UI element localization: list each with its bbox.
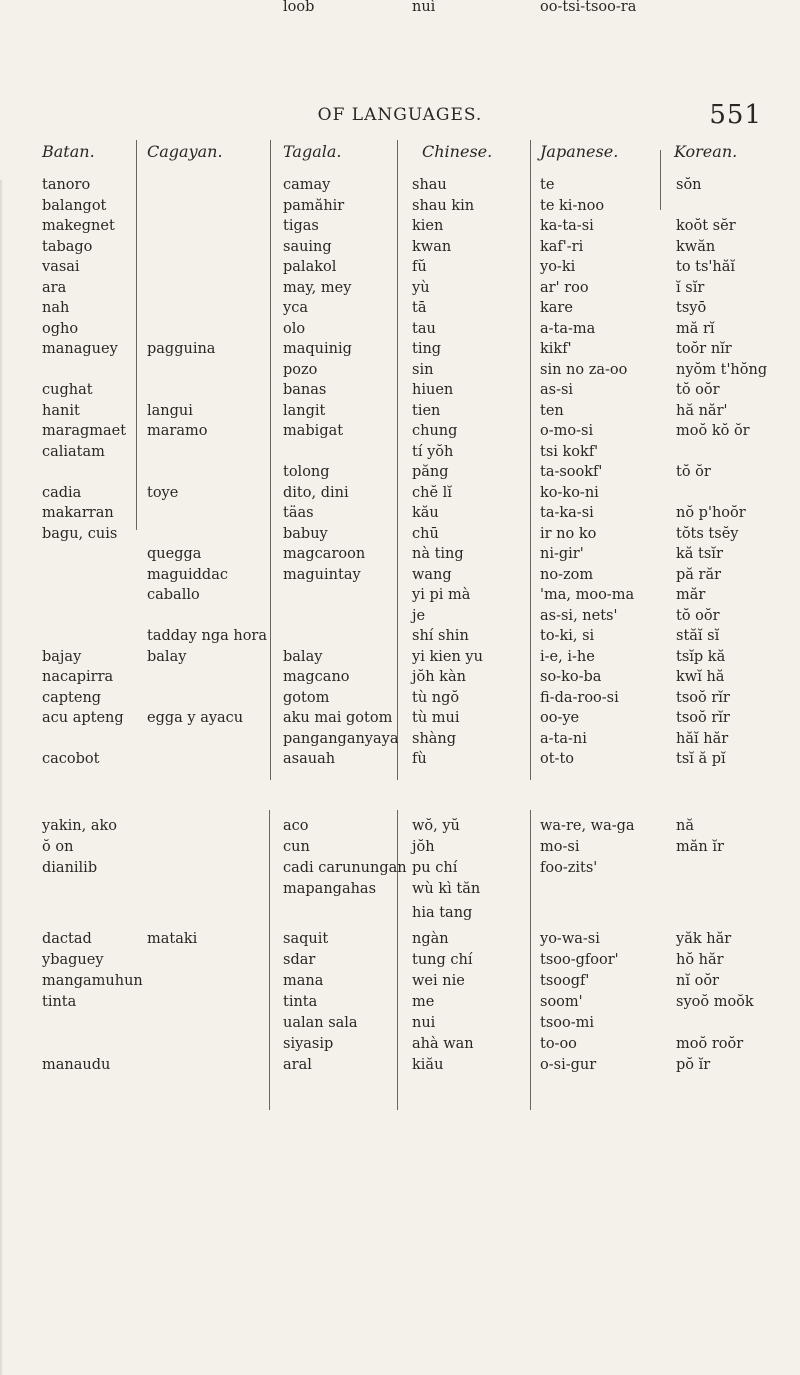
cell-korean: nyŏm t'hŏng <box>676 361 768 378</box>
cell-korean: tŏ ŏr <box>676 464 711 480</box>
cell-batan: tabago <box>42 238 93 255</box>
cell-chinese: tù ngŏ <box>412 689 460 706</box>
cell-batan: dactad <box>42 931 92 947</box>
cell-japanese: yo-ki <box>540 259 576 275</box>
running-head: OF LANGUAGES. <box>317 105 483 125</box>
cell-chinese: kău <box>412 505 439 521</box>
cell-cagayan: pagguina <box>147 341 216 357</box>
cell-japanese: as-si <box>540 382 574 398</box>
cell-chinese: kien <box>412 218 444 234</box>
cell-tagala: mana <box>283 973 324 989</box>
cell-tagala: cadi carunungan <box>283 860 407 876</box>
column-rule <box>136 140 137 530</box>
cell-chinese: hia tang <box>412 905 473 921</box>
cell-japanese: foo-zits' <box>540 860 598 876</box>
header-korean: Korean. <box>674 142 738 161</box>
cell-korean: kwĭ hă <box>676 669 725 685</box>
cell-cagayan: maramo <box>147 423 208 439</box>
cell-korean: pă răr <box>676 566 722 583</box>
cell-chinese: kwan <box>412 238 452 255</box>
cell-tagala: saquit <box>283 931 329 947</box>
cell-japanese: ni-gir' <box>540 546 584 562</box>
cell-tagala: pamăhir <box>283 197 345 214</box>
cell-korean: tsyō <box>676 300 707 316</box>
cell-batan: makarran <box>42 505 114 521</box>
cell-korean: to ts'hăĭ <box>676 259 736 275</box>
cell-chinese: shàng <box>412 730 457 747</box>
cell-batan: managuey <box>42 341 118 357</box>
cell-cagayan: langui <box>147 402 193 419</box>
cell-japanese: as-si, nets' <box>540 607 618 624</box>
cell-tagala: magcaroon <box>283 546 366 562</box>
cell-korean: nŏ p'hoŏr <box>676 505 746 521</box>
cell-tagala: sdar <box>283 952 316 968</box>
column-rule <box>660 150 661 210</box>
page-number: 551 <box>709 100 762 130</box>
header-japanese: Japanese. <box>540 142 619 161</box>
cell-chinese: tí yŏh <box>412 443 454 460</box>
cell-batan: manaudu <box>42 1057 111 1073</box>
cell-chinese: jŏh <box>412 839 435 855</box>
header-tagala: Tagala. <box>283 142 342 161</box>
cell-chinese: shau kin <box>412 197 475 214</box>
cell-chinese: yi kien yu <box>412 648 483 665</box>
cell-tagala: mapangahas <box>283 881 377 897</box>
column-rule <box>269 810 270 1110</box>
column-rule <box>270 140 271 780</box>
cell-chinese: chĕ lĭ <box>412 484 452 501</box>
cell-tagala: tigas <box>283 218 319 234</box>
cell-japanese: o-si-gur <box>540 1057 597 1073</box>
cell-korean: măn ĭr <box>676 839 724 855</box>
cell-cagayan: egga y ayacu <box>147 710 244 726</box>
cell-japanese: kare <box>540 300 573 316</box>
cell-batan: yakin, ako <box>42 818 117 834</box>
cell-cagayan: quegga <box>147 546 202 562</box>
cell-chinese: sin <box>412 361 434 378</box>
cell-tagala: panganganyaya <box>283 730 399 747</box>
cell-japanese: tsi kokf' <box>540 443 599 460</box>
cell-cagayan: maguiddac <box>147 566 228 583</box>
cell-japanese: ko-ko-ni <box>540 484 599 501</box>
cell-korean: măr <box>676 587 706 603</box>
cell-chinese: je <box>412 607 426 624</box>
cell-tagala: pozo <box>283 361 318 378</box>
cell-batan: ogho <box>42 320 79 337</box>
cell-japanese: no-zom <box>540 566 594 583</box>
cell-chinese: pu chí <box>412 860 458 876</box>
cell-korean: moŏ roŏr <box>676 1036 744 1052</box>
column-rule <box>397 140 398 780</box>
cell-japanese: 'ma, moo-ma <box>540 587 635 603</box>
cell-japanese: i-e, i-he <box>540 648 595 665</box>
cell-japanese: so-ko-ba <box>540 669 602 685</box>
cell-tagala: dito, dini <box>283 484 349 501</box>
cell-korean: hŏ hăr <box>676 952 724 968</box>
cell-chinese: me <box>412 994 435 1010</box>
cell-chinese: chū <box>412 525 439 542</box>
cell-batan: cadia <box>42 484 82 501</box>
cell-korean: nă <box>676 818 694 834</box>
cell-tagala: gotom <box>283 689 330 706</box>
cell-chinese: ahà wan <box>412 1036 474 1052</box>
cell-chinese: hiuen <box>412 382 454 398</box>
cell-chinese: nà ting <box>412 546 464 562</box>
cell-korean: mă rĭ <box>676 320 715 337</box>
cell-korean: tsĭ ă pĭ <box>676 751 726 767</box>
cell-cagayan: balay <box>147 648 187 665</box>
cell-batan: acu apteng <box>42 710 124 726</box>
cell-korean: toŏr nĭr <box>676 341 732 357</box>
cell-tagala: asauah <box>283 751 336 767</box>
cell-tagala: aral <box>283 1057 312 1073</box>
cell-korean: tŏts tsĕy <box>676 525 739 542</box>
cell-batan: nah <box>42 300 70 316</box>
cell-chinese: wang <box>412 566 452 583</box>
cell-tagala: aco <box>283 818 309 834</box>
cell-chinese: kiău <box>412 1057 444 1073</box>
cell-batan: dianilib <box>42 860 98 876</box>
cell-tagala: banas <box>283 382 327 398</box>
header-cagayan: Cagayan. <box>147 142 223 161</box>
cell-japanese: tsoogf' <box>540 973 590 989</box>
cell-chinese: shí shin <box>412 628 469 644</box>
cell-cagayan: tadday nga hora <box>147 628 268 644</box>
cell-chinese: tien <box>412 402 441 419</box>
cell-tagala: mabigat <box>283 423 344 439</box>
cell-korean: tsĭp kă <box>676 648 726 665</box>
cell-japanese: fi-da-roo-si <box>540 689 619 706</box>
cell-tagala: maguintay <box>283 566 361 583</box>
cell-korean: kă tsĭr <box>676 546 723 562</box>
cell-chinese: nuì <box>412 0 436 15</box>
cell-japanese: a-ta-ni <box>540 730 587 747</box>
cell-batan: maragmaet <box>42 423 127 439</box>
cell-japanese: te ki-noo <box>540 197 605 214</box>
cell-tagala: tinta <box>283 994 318 1010</box>
cell-korean: tŏ oŏr <box>676 382 720 398</box>
cell-korean: ĭ sĭr <box>676 279 705 296</box>
cell-korean: sŏn <box>676 177 702 193</box>
cell-batan: hanit <box>42 402 80 419</box>
cell-japanese: ta-sookf' <box>540 464 603 480</box>
cell-chinese: tung chí <box>412 952 473 968</box>
cell-chinese: jŏh kàn <box>412 669 466 685</box>
cell-japanese: to-ki, si <box>540 628 595 644</box>
cell-tagala: balay <box>283 648 323 665</box>
cell-korean: pŏ ĭr <box>676 1057 711 1073</box>
cell-batan: ŏ on <box>42 839 74 855</box>
cell-korean: tsoŏ rĭr <box>676 710 730 726</box>
cell-chinese: wŏ, yŭ <box>412 818 460 834</box>
cell-tagala: camay <box>283 177 331 193</box>
cell-japanese: oo-tsi-tsoo-ra <box>540 0 637 15</box>
cell-batan: balangot <box>42 197 107 214</box>
header-batan: Batan. <box>42 142 95 161</box>
cell-batan: ybaguey <box>42 952 104 968</box>
cell-tagala: aku mai gotom <box>283 710 393 726</box>
cell-tagala: loob <box>283 0 315 15</box>
cell-korean: tŏ oŏr <box>676 607 720 624</box>
cell-chinese: nui <box>412 1015 436 1031</box>
cell-chinese: tau <box>412 320 436 337</box>
cell-chinese: shau <box>412 177 447 193</box>
cell-japanese: a-ta-ma <box>540 320 596 337</box>
cell-chinese: păng <box>412 464 449 480</box>
cell-tagala: maquinig <box>283 341 352 357</box>
cell-batan: ara <box>42 279 67 296</box>
page-spine-shadow <box>0 180 3 1375</box>
cell-batan: bajay <box>42 648 82 665</box>
cell-japanese: ka-ta-si <box>540 218 594 234</box>
cell-cagayan: caballo <box>147 587 200 603</box>
cell-korean: yăk hăr <box>676 931 732 947</box>
cell-batan: caliatam <box>42 443 105 460</box>
cell-chinese: fù <box>412 751 427 767</box>
cell-tagala: palakol <box>283 259 337 275</box>
cell-japanese: to-oo <box>540 1036 577 1052</box>
cell-japanese: ar' roo <box>540 279 589 296</box>
cell-chinese: tù mui <box>412 710 460 726</box>
cell-tagala: magcano <box>283 669 350 685</box>
cell-japanese: ir no ko <box>540 525 597 542</box>
cell-batan: mangamuhun <box>42 973 143 989</box>
cell-japanese: ot-to <box>540 751 575 767</box>
cell-batan: tanoro <box>42 177 91 193</box>
cell-korean: moŏ kŏ ŏr <box>676 423 750 439</box>
cell-korean: hă năr' <box>676 402 728 419</box>
cell-japanese: o-mo-si <box>540 423 594 439</box>
cell-tagala: tolong <box>283 464 330 480</box>
cell-japanese: kikf' <box>540 341 572 357</box>
cell-chinese: chung <box>412 423 458 439</box>
cell-korean: stăĭ sĭ <box>676 628 720 644</box>
cell-chinese: yi pi mà <box>412 587 471 603</box>
cell-cagayan: mataki <box>147 931 198 947</box>
cell-japanese: tsoo-gfoor' <box>540 952 619 968</box>
cell-korean: hăĭ hăr <box>676 730 729 747</box>
cell-tagala: siyasip <box>283 1036 334 1052</box>
cell-tagala: sauing <box>283 238 332 255</box>
column-rule <box>397 810 398 1110</box>
cell-korean: kwăn <box>676 238 716 255</box>
column-rule <box>530 140 531 780</box>
cell-japanese: ta-ka-si <box>540 505 594 521</box>
cell-tagala: olo <box>283 320 306 337</box>
header-chinese: Chinese. <box>422 142 493 161</box>
cell-tagala: ualan sala <box>283 1015 358 1031</box>
cell-tagala: täas <box>283 505 314 521</box>
cell-chinese: wei nie <box>412 973 465 989</box>
cell-tagala: may, mey <box>283 279 352 296</box>
cell-chinese: fŭ <box>412 259 427 275</box>
cell-korean: tsoŏ rĭr <box>676 689 730 706</box>
cell-japanese: tsoo-mi <box>540 1015 595 1031</box>
cell-chinese: ting <box>412 341 442 357</box>
cell-japanese: sin no za-oo <box>540 361 628 378</box>
cell-japanese: te <box>540 177 555 193</box>
cell-batan: makegnet <box>42 218 115 234</box>
cell-korean: nĭ oŏr <box>676 973 719 989</box>
cell-batan: bagu, cuis <box>42 525 118 542</box>
cell-japanese: soom' <box>540 994 583 1010</box>
cell-chinese: yù <box>412 279 430 296</box>
cell-batan: tinta <box>42 994 77 1010</box>
cell-cagayan: toye <box>147 484 179 501</box>
cell-tagala: yca <box>283 300 308 316</box>
cell-batan: capteng <box>42 689 102 706</box>
cell-batan: cughat <box>42 382 93 398</box>
cell-chinese: wù kì tăn <box>412 881 481 897</box>
cell-japanese: mo-si <box>540 839 580 855</box>
cell-batan: vasai <box>42 259 80 275</box>
cell-batan: nacapirra <box>42 669 114 685</box>
column-rule <box>530 810 531 1110</box>
cell-tagala: babuy <box>283 525 328 542</box>
cell-japanese: yo-wa-si <box>540 931 600 947</box>
cell-japanese: kaf'-ri <box>540 238 584 255</box>
cell-japanese: wa-re, wa-ga <box>540 818 635 834</box>
cell-korean: syoŏ moŏk <box>676 994 754 1010</box>
cell-chinese: tā <box>412 300 427 316</box>
cell-japanese: oo-ye <box>540 710 580 726</box>
cell-batan: cacobot <box>42 751 100 767</box>
cell-japanese: ten <box>540 402 564 419</box>
cell-tagala: cun <box>283 839 310 855</box>
cell-chinese: ngàn <box>412 931 449 947</box>
cell-tagala: langit <box>283 402 326 419</box>
cell-korean: koŏt sĕr <box>676 218 736 234</box>
